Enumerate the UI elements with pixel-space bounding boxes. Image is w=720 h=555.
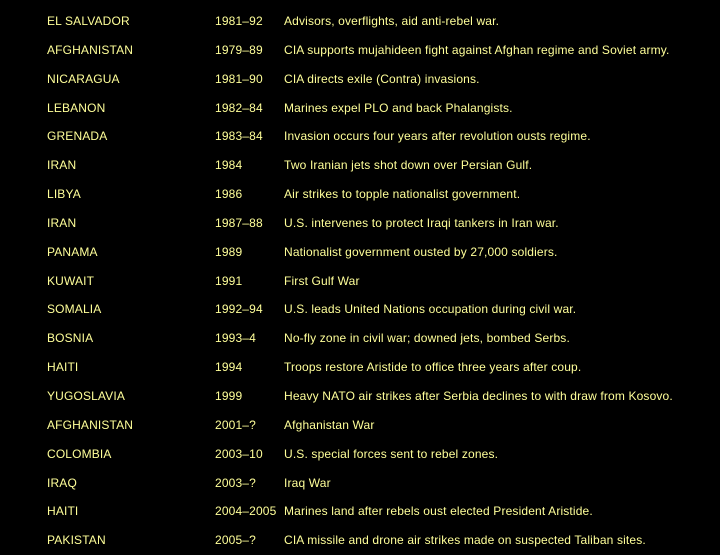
table-row — [0, 151, 720, 180]
years-cell: 1986 — [215, 187, 243, 202]
table-row — [0, 94, 720, 123]
country-cell: AFGHANISTAN — [47, 42, 134, 57]
country-cell: YUGOSLAVIA — [47, 388, 125, 403]
country-cell: LEBANON — [47, 100, 106, 115]
years-cell: 1979–89 — [215, 42, 263, 57]
years-cell: 1989 — [215, 244, 243, 259]
country-cell: IRAN — [47, 158, 77, 173]
years-cell: 2001–? — [215, 417, 256, 432]
years-cell: 1984 — [215, 158, 243, 173]
years-cell: 1991 — [215, 273, 243, 288]
country-cell: KUWAIT — [47, 273, 95, 288]
country-cell: HAITI — [47, 360, 79, 375]
event-cell: CIA supports mujahideen fight against Afghan regime and Soviet army. — [284, 42, 670, 57]
event-cell: U.S. special forces sent to rebel zones. — [284, 446, 499, 461]
table-row — [0, 7, 720, 36]
years-cell: 1983–84 — [215, 129, 263, 144]
years-cell: 2003–? — [215, 475, 256, 490]
years-cell: 1981–90 — [215, 71, 263, 86]
event-cell: Advisors, overflights, aid anti-rebel war. — [284, 14, 500, 28]
years-cell: 1982–84 — [215, 100, 263, 115]
event-cell: CIA directs exile (Contra) invasions. — [284, 71, 480, 86]
table-row — [0, 295, 720, 324]
event-cell: U.S. intervenes to protect Iraqi tankers in Iran war. — [284, 215, 559, 230]
table-row — [0, 180, 720, 209]
interventions-table — [0, 7, 720, 555]
table-row — [0, 122, 720, 151]
table-row — [0, 65, 720, 94]
event-cell: Afghanistan War — [284, 417, 375, 432]
event-cell: Marines expel PLO and back Phalangists. — [284, 100, 513, 115]
event-cell: First Gulf War — [284, 273, 360, 288]
event-cell: Iraq War — [284, 475, 331, 490]
country-cell: EL SALVADOR — [47, 14, 130, 28]
years-cell: 1999 — [215, 388, 243, 403]
country-cell: AFGHANISTAN — [47, 417, 134, 432]
table-row — [0, 267, 720, 296]
country-cell: SOMALIA — [47, 302, 102, 317]
years-cell: 1981–92 — [215, 14, 263, 28]
event-cell: Two Iranian jets shot down over Persian Gulf. — [284, 158, 533, 173]
event-cell: U.S. leads United Nations occupation during civil war. — [284, 302, 577, 317]
table-row — [0, 526, 720, 555]
table-row — [0, 382, 720, 411]
table-row — [0, 353, 720, 382]
country-cell: NICARAGUA — [47, 71, 120, 86]
event-cell: CIA missile and drone air strikes made on suspected Taliban sites. — [284, 533, 646, 548]
years-cell: 2003–10 — [215, 446, 263, 461]
years-cell: 2005–? — [215, 533, 256, 548]
country-cell: GRENADA — [47, 129, 108, 144]
years-cell: 1987–88 — [215, 215, 263, 230]
years-cell: 1992–94 — [215, 302, 263, 317]
years-cell: 1994 — [215, 360, 243, 375]
event-cell: Air strikes to topple nationalist government. — [284, 187, 521, 202]
event-cell: Nationalist government ousted by 27,000 soldiers. — [284, 244, 558, 259]
country-cell: IRAN — [47, 215, 77, 230]
country-cell: BOSNIA — [47, 331, 94, 346]
country-cell: LIBYA — [47, 187, 81, 202]
years-cell: 1993–4 — [215, 331, 256, 346]
table-row — [0, 238, 720, 267]
event-cell: No-fly zone in civil war; downed jets, bombed Serbs. — [284, 331, 570, 346]
table-row — [0, 209, 720, 238]
table-row — [0, 440, 720, 469]
event-cell: Marines land after rebels oust elected President Aristide. — [284, 504, 593, 519]
event-cell: Invasion occurs four years after revolution ousts regime. — [284, 129, 591, 144]
country-cell: HAITI — [47, 504, 79, 519]
country-cell: PAKISTAN — [47, 533, 106, 548]
event-cell: Heavy NATO air strikes after Serbia declines to with draw from Kosovo. — [284, 388, 673, 403]
table-row — [0, 324, 720, 353]
country-cell: PANAMA — [47, 244, 98, 259]
table-row — [0, 36, 720, 65]
table-row — [0, 497, 720, 526]
country-cell: IRAQ — [47, 475, 77, 490]
event-cell: Troops restore Aristide to office three years after coup. — [284, 360, 582, 375]
table-row — [0, 411, 720, 440]
country-cell: COLOMBIA — [47, 446, 112, 461]
table-row — [0, 469, 720, 498]
years-cell: 2004–2005 — [215, 504, 277, 519]
